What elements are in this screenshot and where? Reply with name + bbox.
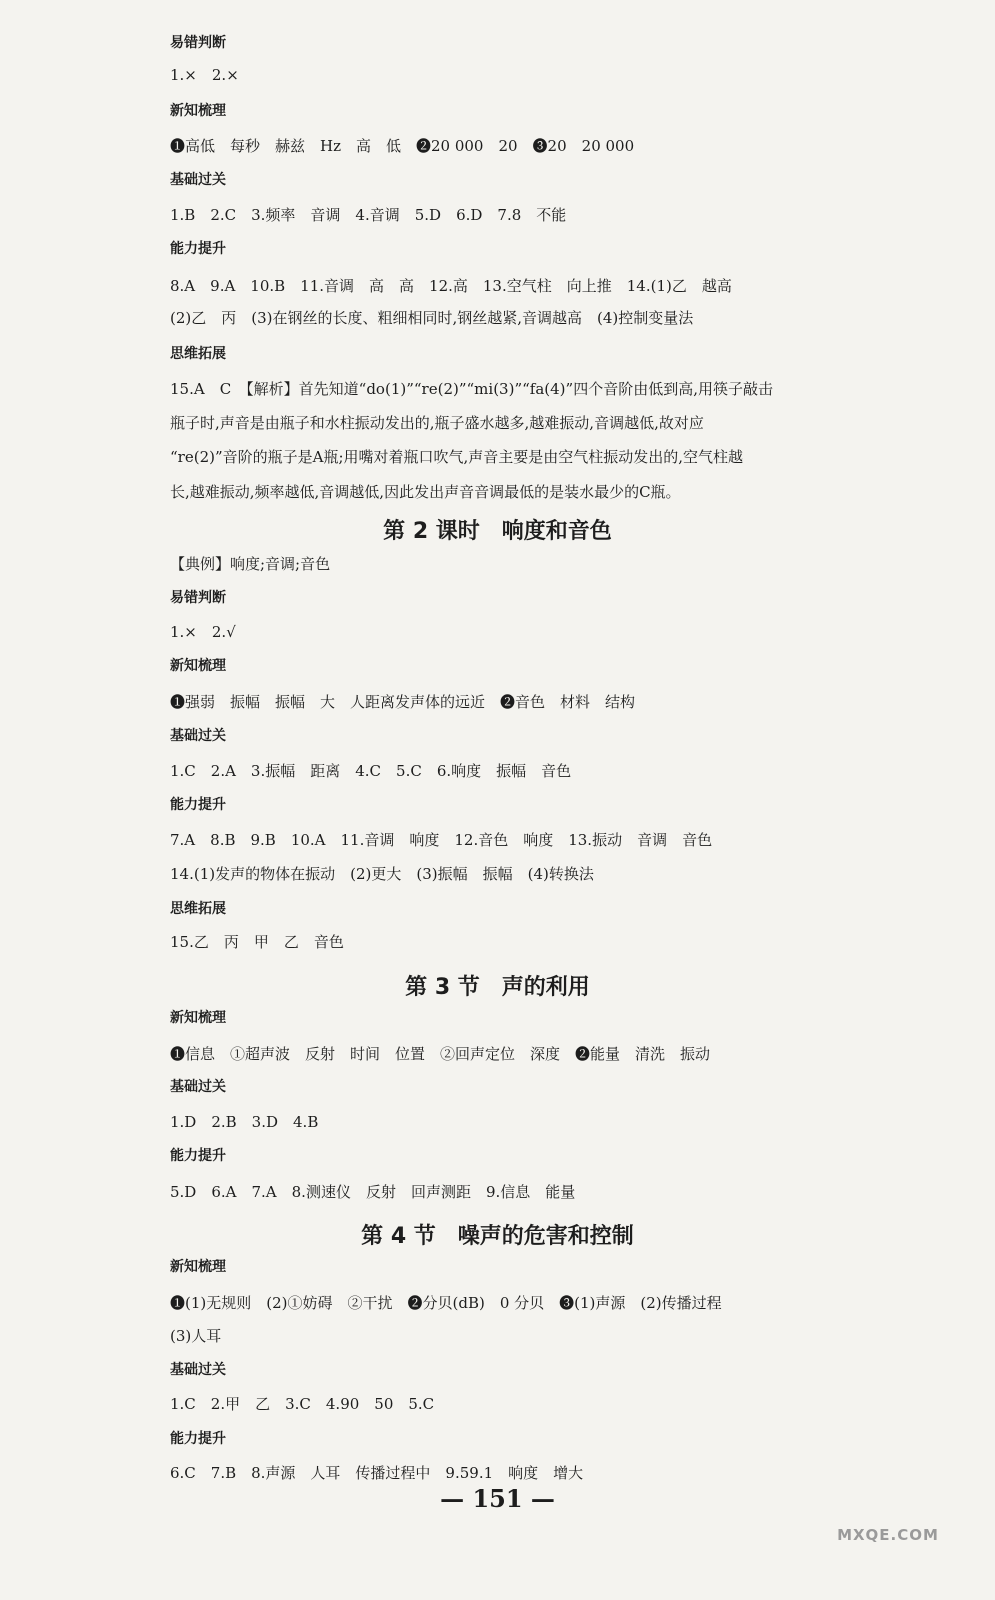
answer-line: 8.A 9.A 10.B 11.音调 高 高 12.高 13.空气柱 向上推 14.(1)乙 越高 — [170, 277, 732, 295]
answer-line: 5.D 6.A 7.A 8.测速仪 反射 回声测距 9.信息 能量 — [170, 1183, 576, 1201]
section-title: 第 4 节 噪声的危害和控制 — [361, 1224, 634, 1249]
answer-line: 15.A C 【解析】首先知道“do(1)”“re(2)”“mi(3)”“fa(4)”四个音阶由低到高,用筷子敲击 — [170, 380, 773, 398]
section-heading: 能力提升 — [170, 1431, 226, 1447]
answer-line: 【典例】响度;音调;音色 — [170, 555, 331, 573]
section-heading: 新知梳理 — [170, 1259, 226, 1275]
answer-line: 长,越难振动,频率越低,音调越低,因此发出声音音调最低的是装水最少的C瓶。 — [170, 483, 681, 501]
section-title: 第 2 课时 响度和音色 — [383, 519, 612, 544]
watermark: MXQE.COM — [837, 1526, 939, 1544]
answer-line: 7.A 8.B 9.B 10.A 11.音调 响度 12.音色 响度 13.振动 音调 音色 — [170, 831, 713, 849]
answer-line: ❶信息 ①超声波 反射 时间 位置 ②回声定位 深度 ❷能量 清洗 振动 — [170, 1045, 711, 1063]
section-heading: 能力提升 — [170, 241, 226, 257]
answer-line: ❶强弱 振幅 振幅 大 人距离发声体的远近 ❷音色 材料 结构 — [170, 693, 636, 711]
section-heading: 能力提升 — [170, 797, 226, 813]
answer-line: 1.D 2.B 3.D 4.B — [170, 1113, 319, 1131]
answer-line: (2)乙 丙 (3)在钢丝的长度、粗细相同时,钢丝越紧,音调越高 (4)控制变量法 — [170, 309, 694, 327]
section-heading: 基础过关 — [170, 172, 226, 188]
section-heading: 能力提升 — [170, 1148, 226, 1164]
answer-line: 1.× 2.√ — [170, 623, 236, 641]
answer-line: 瓶子时,声音是由瓶子和水柱振动发出的,瓶子盛水越多,越难振动,音调越低,故对应 — [170, 414, 704, 432]
section-heading: 易错判断 — [170, 35, 226, 51]
answer-line: 1.B 2.C 3.频率 音调 4.音调 5.D 6.D 7.8 不能 — [170, 206, 567, 224]
answer-line: 1.C 2.A 3.振幅 距离 4.C 5.C 6.响度 振幅 音色 — [170, 762, 572, 780]
section-heading: 思维拓展 — [170, 901, 226, 917]
section-heading: 思维拓展 — [170, 346, 226, 362]
section-heading: 新知梳理 — [170, 658, 226, 674]
answer-line: ❶(1)无规则 (2)①妨碍 ②干扰 ❷分贝(dB) 0 分贝 ❸(1)声源 (2)传播过程 — [170, 1294, 722, 1312]
answer-line: 1.× 2.× — [170, 66, 239, 84]
answer-line: (3)人耳 — [170, 1327, 222, 1345]
answer-line: 1.C 2.甲 乙 3.C 4.90 50 5.C — [170, 1395, 435, 1413]
answer-line: 6.C 7.B 8.声源 人耳 传播过程中 9.59.1 响度 增大 — [170, 1464, 584, 1482]
answer-line: ❶高低 每秒 赫兹 Hz 高 低 ❷20 000 20 ❸20 20 000 — [170, 137, 635, 155]
answer-line: “re(2)”音阶的瓶子是A瓶;用嘴对着瓶口吹气,声音主要是由空气柱振动发出的,空气柱越 — [170, 448, 744, 466]
answer-line: 14.(1)发声的物体在振动 (2)更大 (3)振幅 振幅 (4)转换法 — [170, 865, 594, 883]
answer-line: 15.乙 丙 甲 乙 音色 — [170, 933, 344, 951]
section-heading: 新知梳理 — [170, 103, 226, 119]
section-title: 第 3 节 声的利用 — [405, 975, 590, 1000]
section-heading: 易错判断 — [170, 590, 226, 606]
section-heading: 新知梳理 — [170, 1010, 226, 1026]
section-heading: 基础过关 — [170, 1362, 226, 1378]
page-number: — 151 — — [440, 1484, 555, 1513]
section-heading: 基础过关 — [170, 1079, 226, 1095]
section-heading: 基础过关 — [170, 728, 226, 744]
